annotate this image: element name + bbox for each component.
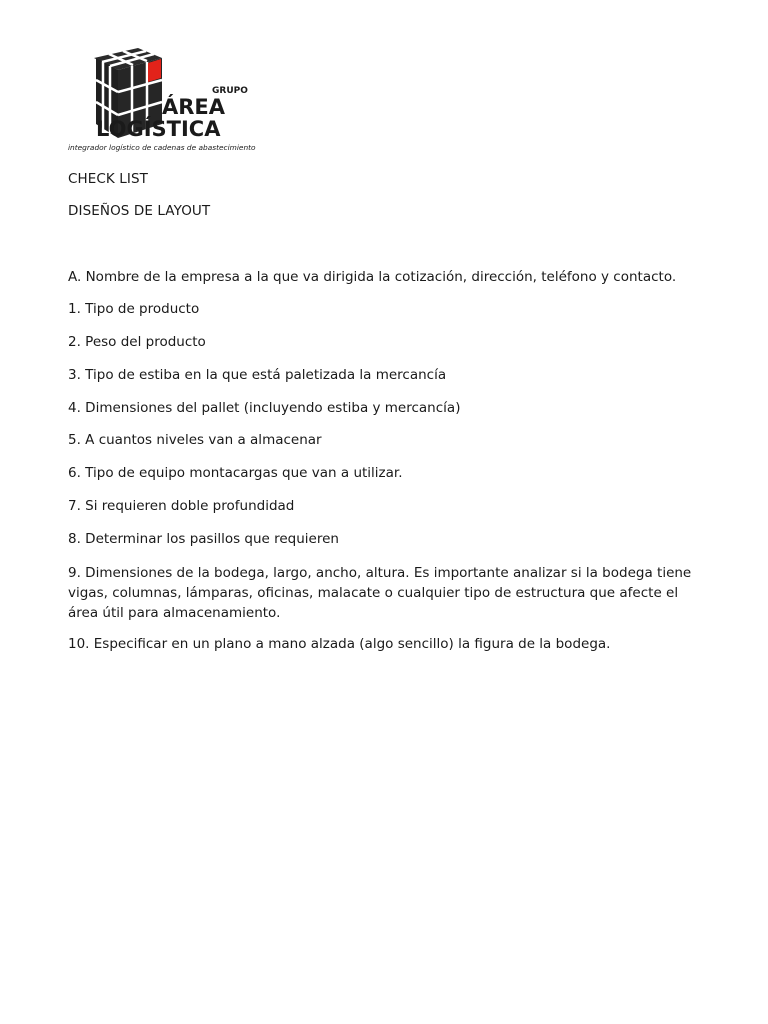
logo-tagline-text: integrador logístico de cadenas de abastecimiento — [68, 143, 256, 152]
logo-area-text: ÁREA — [162, 95, 226, 119]
grupo-area-logistica-logo — [66, 44, 278, 156]
checklist-item: A. Nombre de la empresa a la que va dirigida la cotización, dirección, teléfono y contacto. — [68, 269, 677, 285]
checklist-item: 5. A cuantos niveles van a almacenar — [68, 432, 322, 448]
checklist-item: 6. Tipo de equipo montacargas que van a utilizar. — [68, 465, 403, 481]
document-subtitle: DISEÑOS DE LAYOUT — [68, 203, 211, 219]
checklist-item: 7. Si requieren doble profundidad — [68, 498, 295, 514]
checklist-item: 10. Especificar en un plano a mano alzada (algo sencillo) la figura de la bodega. — [68, 636, 611, 652]
document-title: CHECK LIST — [68, 171, 148, 187]
checklist-item: 2. Peso del producto — [68, 334, 206, 350]
cube-logo-graphic — [66, 44, 278, 156]
checklist-item: 3. Tipo de estiba en la que está paletizada la mercancía — [68, 367, 447, 383]
red-cube-icon — [148, 59, 161, 82]
logo-logistica-text: LOGÍSTICA — [96, 117, 221, 141]
checklist-item: 8. Determinar los pasillos que requieren — [68, 531, 339, 547]
logo-grupo-text: GRUPO — [212, 86, 248, 96]
checklist-item: 9. Dimensiones de la bodega, largo, ancho, altura. Es importante analizar si la bodega tiene vigas, columnas, lámparas, oficinas, malacate o cualquier tipo de estructura que afecte el área útil para almacenamiento. — [68, 565, 692, 621]
checklist-item: 4. Dimensiones del pallet (incluyendo estiba y mercancía) — [68, 400, 461, 416]
checklist-item: 1. Tipo de producto — [68, 301, 200, 317]
